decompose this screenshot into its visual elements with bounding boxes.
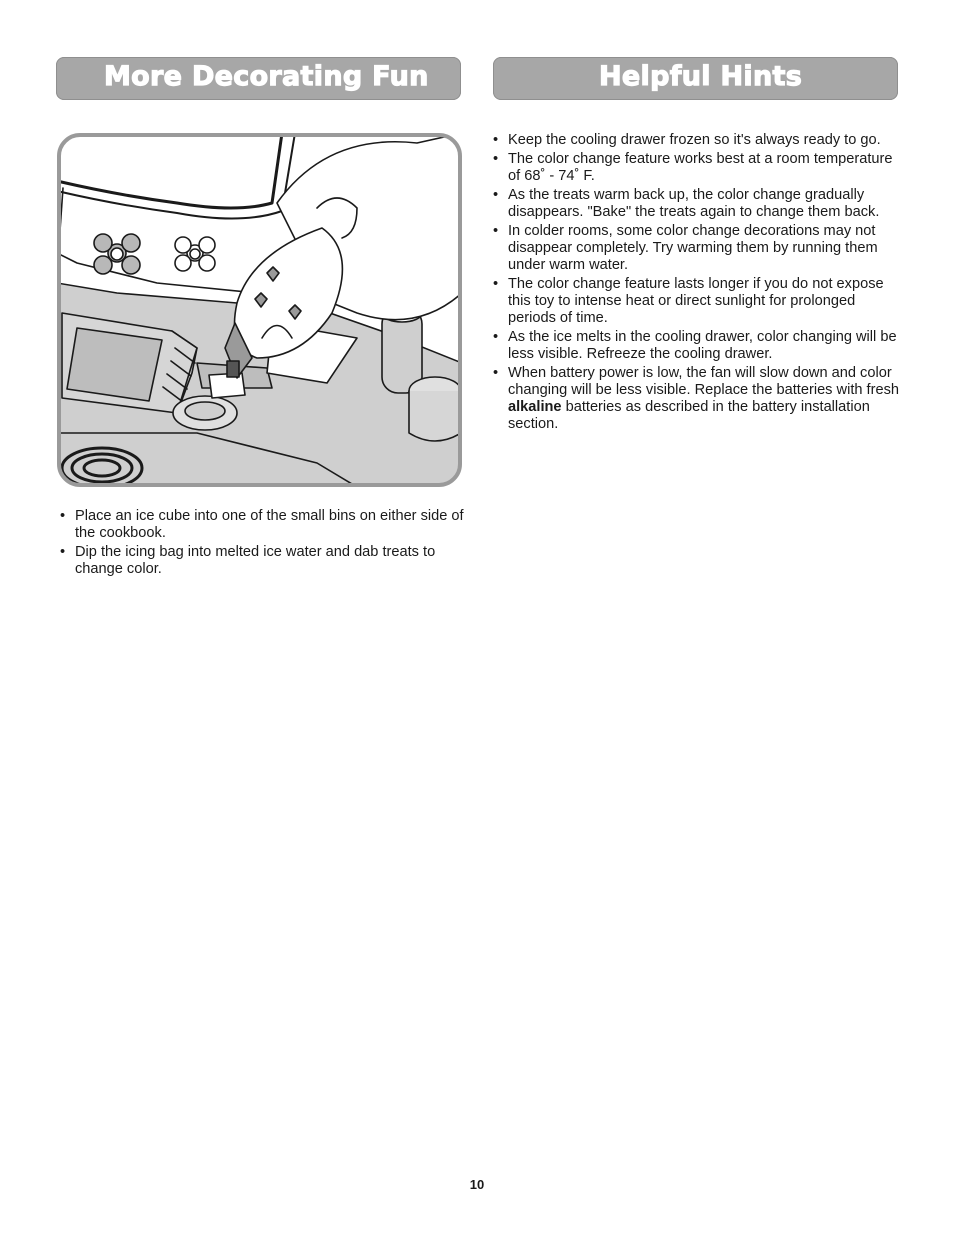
section-heading: More Decorating Fun xyxy=(104,61,429,92)
list-item: • Place an ice cube into one of the small bins on either side of the cookbook. xyxy=(60,508,470,542)
list-item: • As the treats warm back up, the color change gradually disappears. "Bake" the treats again to change them back. xyxy=(493,187,903,221)
decorating-bullets xyxy=(60,508,470,580)
list-item: • When battery power is low, the fan will slow down and color changing will be less visible. Replace the batteries with fresh alkaline batteries as described in the battery installation section. xyxy=(493,365,903,433)
section-heading: Helpful Hints xyxy=(599,61,803,92)
page-number: 10 xyxy=(469,1177,485,1192)
section-banner-helpful-hints xyxy=(493,57,898,100)
list-item: • The color change feature works best at a room temperature of 68˚ - 74˚ F. xyxy=(493,151,903,185)
helpful-hints-bullets xyxy=(493,132,903,435)
list-item: • Keep the cooling drawer frozen so it's always ready to go. xyxy=(493,132,903,149)
list-item: • The color change feature lasts longer if you do not expose this toy to intense heat or direct sunlight for prolonged periods of time. xyxy=(493,276,903,327)
list-item: • In colder rooms, some color change decorations may not disappear completely. Try warming them by running them under warm water. xyxy=(493,223,903,274)
list-item: • Dip the icing bag into melted ice water and dab treats to change color. xyxy=(60,544,470,578)
decorating-illustration xyxy=(57,133,462,487)
icing-bag-illustration xyxy=(57,133,462,487)
section-banner-more-decorating-fun xyxy=(56,57,461,100)
list-item: • As the ice melts in the cooling drawer, color changing will be less visible. Refreeze the cooling drawer. xyxy=(493,329,903,363)
alkaline-emphasis: alkaline xyxy=(508,399,562,415)
